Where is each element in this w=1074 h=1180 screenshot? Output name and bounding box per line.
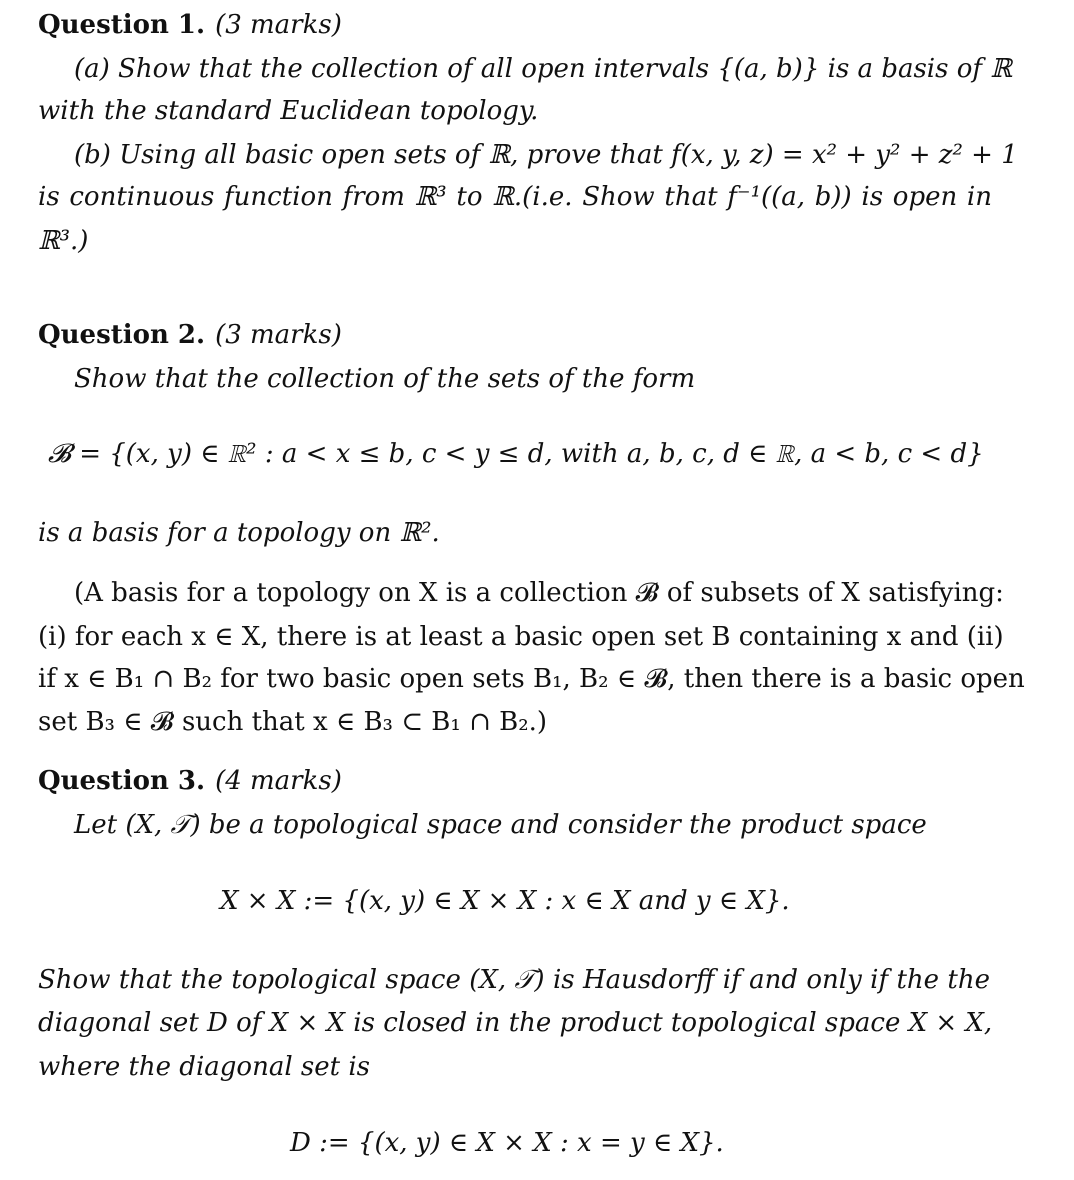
q2-after: is a basis for a topology on ℝ². [38, 518, 440, 548]
q2-note-line3: if x ∈ B₁ ∩ B₂ for two basic open sets B₁, B₂ ∈ 𝓑, then there is a basic open [38, 664, 1025, 694]
q1-part-a-line2: with the standard Euclidean topology. [38, 96, 539, 126]
q3-body-line2: diagonal set D of X × X is closed in the product topological space X × X, [38, 1008, 993, 1038]
q3-header [38, 764, 998, 798]
q3-heading: Question 3. [38, 766, 206, 796]
q3-marks: (4 marks) [215, 766, 342, 796]
q3-equation1: X × X := {(x, y) ∈ X × X : x ∈ X and y ∈ X}. [220, 886, 790, 916]
q3-body-line1: Show that the topological space (X, 𝒯) is Hausdorff if and only if the the [38, 965, 990, 995]
q1-marks: (3 marks) [215, 10, 342, 40]
q2-intro: Show that the collection of the sets of the form [74, 364, 696, 394]
q3-intro: Let (X, 𝒯) be a topological space and consider the product space [74, 810, 927, 840]
q1-part-b-line3: ℝ³.) [38, 226, 89, 256]
q3-equation2: D := {(x, y) ∈ X × X : x = y ∈ X}. [290, 1128, 724, 1158]
q2-equation: 𝓑 = {(x, y) ∈ ℝ² : a < x ≤ b, c < y ≤ d, with a, b, c, d ∈ ℝ, a < b, c < d} [48, 439, 984, 469]
q2-header [38, 318, 998, 352]
q1-part-b-line1: (b) Using all basic open sets of ℝ, prove that f(x, y, z) = x² + y² + z² + 1 [74, 140, 1018, 170]
q2-note-line2: (i) for each x ∈ X, there is at least a basic open set B containing x and (ii) [38, 622, 1004, 652]
q1-part-b-line2: is continuous function from ℝ³ to ℝ.(i.e. Show that f⁻¹((a, b)) is open in [38, 182, 992, 212]
q2-note-line4: set B₃ ∈ 𝓑 such that x ∈ B₃ ⊂ B₁ ∩ B₂.) [38, 707, 548, 737]
q2-heading: Question 2. [38, 320, 206, 350]
q1-heading: Question 1. [38, 10, 206, 40]
q1-part-a-line1: (a) Show that the collection of all open intervals {(a, b)} is a basis of ℝ [74, 54, 1012, 84]
q1-header [38, 8, 998, 42]
q2-note-line1: (A basis for a topology on X is a collection 𝓑 of subsets of X satisfying: [74, 578, 1004, 608]
q3-body-line3: where the diagonal set is [38, 1052, 370, 1082]
q2-marks: (3 marks) [215, 320, 342, 350]
